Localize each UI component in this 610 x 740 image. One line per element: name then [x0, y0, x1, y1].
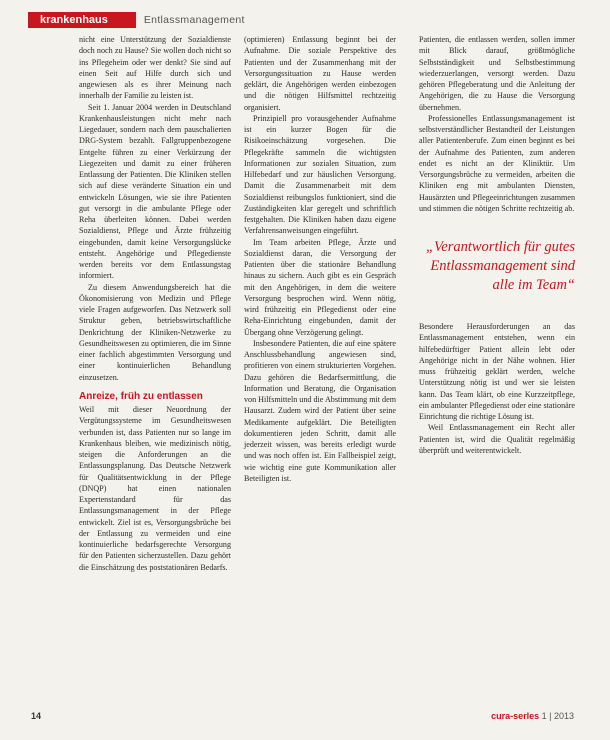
paragraph: Seit 1. Januar 2004 werden in Deutschland Krankenhausleistungen nicht mehr nach Liegedauer, sondern nach dem pauschalierten DRG-System bezahlt. Fallgruppenbezogene Entgelte führen zu einer Verkürzung der Liegezeiten und damit zu einer früheren Entlassung der Patienten. Die Kliniken stellen sich auf diese veränderte Situation ein und entwickeln Lösungen, wie sie ihre Patienten gut versorgt in die ambulante Pflege oder Reha überleiten können. Dabei werden Sozialdienst, Pflege und Ärzte frühzeitig eingebunden, damit keine Versorgungslücke entsteht. Angehörige und Pflegedienste werden bereits vor dem Entlassungstag informiert. — [79, 102, 231, 281]
section-kicker: krankenhaus — [28, 12, 136, 28]
paragraph: (optimieren) Entlassung beginnt bei der Aufnahme. Die soziale Perspektive des Patienten und der Zusammenhang mit der Versorgungssituation zu Hause werden geklärt, die Angehörigen werden einbezogen und die nötigen Hilfsmittel rechtzeitig organisiert. — [244, 35, 396, 112]
publication-footer — [491, 711, 574, 721]
paragraph: Insbesondere Patienten, die auf eine spätere Anschlussbehandlung angewiesen sind, profitieren von einem strukturierten Vorgehen. Dazu gehören die Bedarfsermittlung, die Information und Beratung, die Organisation von Hilfsmitteln und die Abstimmung mit dem Hausarzt. Zudem wird der Patient über seine Medikamente aufgeklärt. Die Beteiligten dokumentieren jeden Schritt, damit alle jederzeit wissen, was bereits erledigt wurde und was noch offen ist. Ein Fallbeispiel zeigt, wie wichtig eine gute Kommunikation aller Beteiligten ist. — [244, 338, 396, 483]
page-number: 14 — [31, 711, 42, 721]
issue-number: 1 | 2013 — [541, 711, 574, 721]
section-title: Entlassmanagement — [143, 14, 245, 26]
paragraph: Prinzipiell pro vorausgehender Aufnahme ist ein kurzer Bogen für die Risikoeinschätzung vorgesehen. Die Pflegekräfte sammeln die wichtigsten Informationen zur sozialen Situation, zum Hilfebedarf und zur häuslichen Versorgung. Damit die Zusammenarbeit mit dem Sozialdienst reibungslos funktioniert, sind die Zuständigkeiten klar geregelt und schriftlich festgehalten. Die Kliniken haben dazu eigene Verfahrensanweisungen eingeführt. — [244, 113, 396, 236]
paragraph: Zu diesem Anwendungsbereich hat die Ökonomisierung von Medizin und Pflege viele Fragen aufgeworfen. Das Netzwerk soll Struktur geben, betriebswirtschaftliche Denkrichtung der Kliniken-Netzwerke zu Gesundheitswesen zu optimieren, die im Sinne einer fachlich abgestimmten Versorgung und einer kontinuierlichen Behandlung einzusetzen. — [79, 282, 231, 382]
paragraph: nicht eine Unterstützung der Sozialdienste doch noch zu Hause? Sie wollen doch nicht so ins Pflegeheim oder wer denkt? Sie sind auf einen Seit auf Hilfe durch sich und angewiesen als es ihrer Meinung nach innerhalb der Familie zu leisten ist. — [79, 35, 231, 101]
pull-quote: „Verantwortlich für gutes Entlassmanagement sind alle im Team“ — [425, 239, 575, 293]
text-column-1 — [79, 34, 231, 573]
text-column-3 — [419, 34, 575, 456]
subheading: Anreize, früh zu entlassen — [79, 390, 203, 402]
paragraph: Im Team arbeiten Pflege, Ärzte und Sozialdienst daran, die Versorgung der Patienten über die stationäre Behandlung hinaus zu sichern. Auch gibt es ein Gespräch mit den Angehörigen, in dem die weitere Versorgung besprochen wird. Wenn nötig, wird frühzeitig ein Pflegedienst oder eine Reha-Einrichtung eingebunden, damit der Übergang ohne Verzögerung gelingt. — [244, 237, 396, 337]
page-header — [28, 12, 245, 28]
paragraph: Professionelles Entlassungsmanagement ist selbstverständlicher Bestandteil der Leistungen aller Patientenberufe. Zum einen beginnt es bei der Aufnahme des Patienten, zum anderen endet es nicht an der Kliniktür. Um Versorgungsbrüche zu vermeiden, arbeiten die Kliniken eng mit ambulanten Diensten, Hausärzten und Pflegeeinrichtungen zusammen und stimmen die nötigen Schritte rechtzeitig ab. — [419, 113, 575, 213]
paragraph: Patienten, die entlassen werden, sollen immer mit Blick darauf, größtmögliche Selbstständigkeit und Selbstbestimmung wiederzuerlangen, versorgt werden. Dazu gehören Pflegeberatung und die Anleitung der Angehörigen, die zu Hause die Versorgung übernehmen. — [419, 35, 575, 112]
text-column-2 — [244, 34, 396, 484]
publication-name: cura-serles — [491, 711, 540, 721]
paragraph: Weil mit dieser Neuordnung der Vergütungssysteme im Gesundheitswesen verbunden ist, dass Patienten nur so lange im Krankenhaus bleiben, wie medizinisch nötig, steigen die Anforderungen an die Entlassungsplanung. Das Deutsche Netzwerk für Qualitätsentwicklung in der Pflege (DNQP) hat einen nationalen Expertenstandard für das Entlassungsmanagement in der Pflege entwickelt. Ziel ist es, Versorgungsbrüche bei der Entlassung zu vermeiden und eine kontinuierliche bedarfsgerechte Versorgung für den Patienten sicherzustellen. Dazu gehört die Einschätzung des poststationären Bedarfs. — [79, 405, 231, 572]
paragraph: Besondere Herausforderungen an das Entlassmanagement entstehen, wenn ein hilfebedürftiger Patient allein lebt oder Angehörige nicht in der Nähe wohnen. Hier muss frühzeitig geklärt werden, welche Unterstützung nötig ist und wer sie leisten kann. Das Team klärt, ob eine Kurzzeitpflege, ein ambulanter Pflegedienst oder eine stationäre Einrichtung die richtige Lösung ist. — [419, 322, 575, 421]
paragraph: Weil Entlassmanagement ein Recht aller Patienten ist, wird die Qualität regelmäßig überprüft und weiterentwickelt. — [419, 423, 575, 455]
